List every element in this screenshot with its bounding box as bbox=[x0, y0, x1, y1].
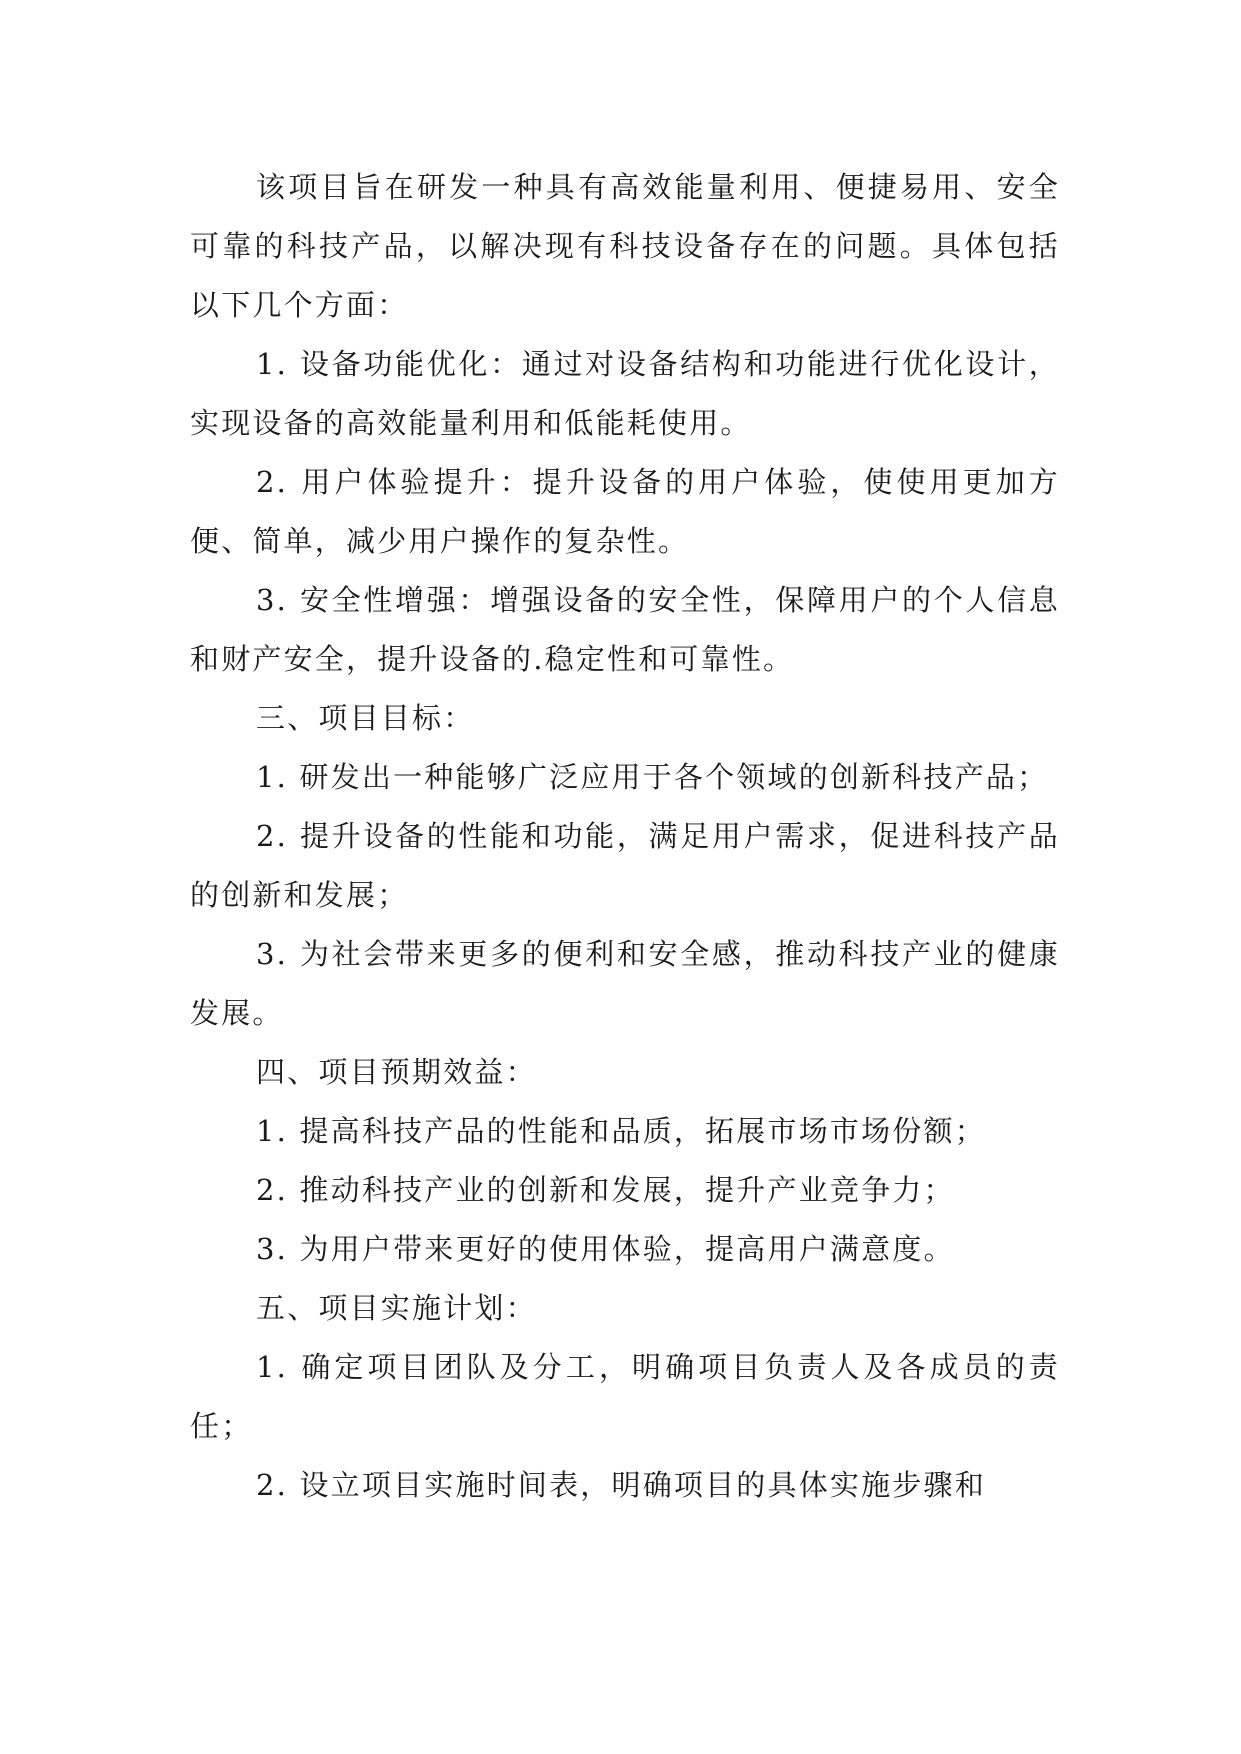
section-heading: 三、项目目标： bbox=[256, 701, 475, 735]
list-item: 1. 确定项目团队及分工，明确项目负责人及各成员的责任； bbox=[190, 1350, 1060, 1443]
list-item: 2. 推动科技产业的创新和发展，提升产业竞争力； bbox=[256, 1173, 955, 1207]
list-item: 3. 为社会带来更多的便利和安全感，推动科技产业的健康发展。 bbox=[190, 937, 1060, 1030]
intro-paragraph: 该项目旨在研发一种具有高效能量利用、便捷易用、安全可靠的科技产品，以解决现有科技设备存在的问题。具体包括以下几个方面： bbox=[190, 170, 1060, 322]
document-body bbox=[190, 158, 1060, 1515]
list-item: 1. 研发出一种能够广泛应用于各个领域的创新科技产品； bbox=[256, 760, 1049, 794]
list-item: 2. 用户体验提升：提升设备的用户体验，使使用更加方便、简单，减少用户操作的复杂性。 bbox=[190, 465, 1060, 558]
list-item: 1. 提高科技产品的性能和品质，拓展市场市场份额； bbox=[256, 1114, 986, 1148]
list-item: 2. 提升设备的性能和功能，满足用户需求，促进科技产品的创新和发展； bbox=[190, 819, 1060, 912]
section-heading: 四、项目预期效益： bbox=[256, 1055, 537, 1089]
list-item: 3. 安全性增强：增强设备的安全性，保障用户的个人信息和财产安全，提升设备的.稳定性和可靠性。 bbox=[190, 583, 1060, 676]
section-heading: 五、项目实施计划： bbox=[256, 1291, 537, 1325]
list-item: 1. 设备功能优化：通过对设备结构和功能进行优化设计，实现设备的高效能量利用和低能耗使用。 bbox=[190, 347, 1060, 440]
list-item: 3. 为用户带来更好的使用体验，提高用户满意度。 bbox=[256, 1232, 955, 1266]
list-item: 2. 设立项目实施时间表，明确项目的具体实施步骤和 bbox=[256, 1468, 986, 1502]
